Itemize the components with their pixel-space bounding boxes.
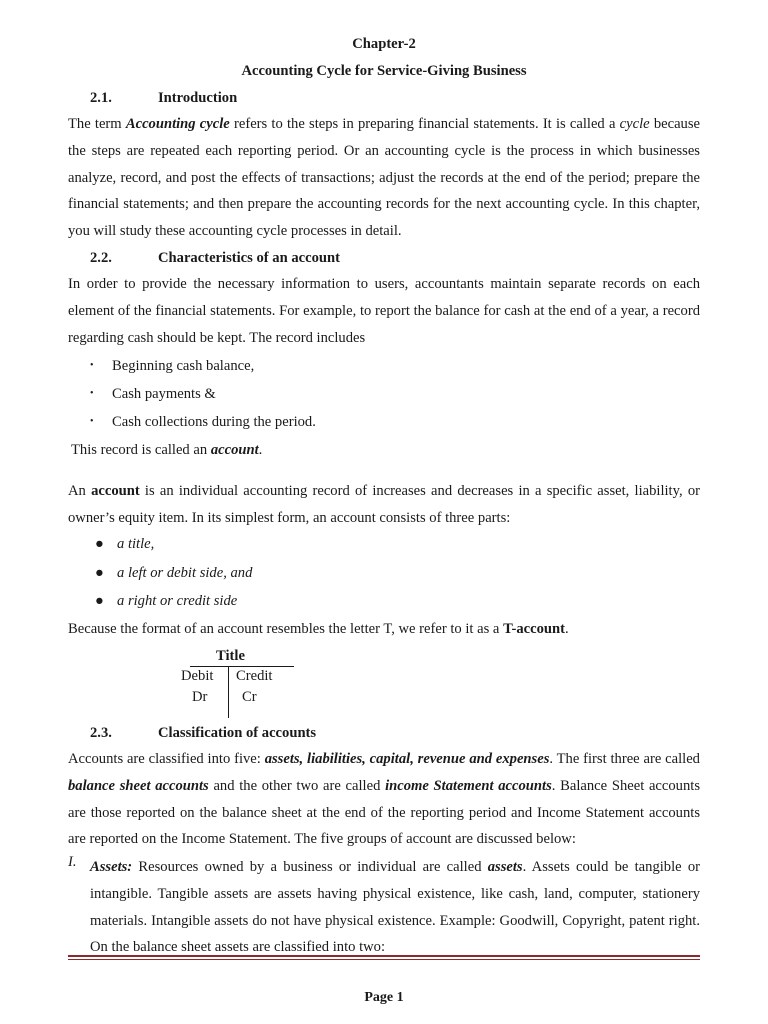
t-account-top-rule xyxy=(190,666,294,667)
t-account-dr: Dr xyxy=(192,689,208,705)
chapter-label: Chapter-2 xyxy=(352,36,416,52)
list-item: • Cash payments & xyxy=(90,386,216,402)
assets-paragraph: Assets: Resources owned by a business or individual are called assets. Assets could be tangible or intangible. Tangible assets are assets having physical existence, like cash, land, computer, stationery materials. Intangible assets do not have physical existence. Example: Goodwill, Copyright, patent right. On the balance sheet assets are classified into two: xyxy=(90,859,700,956)
section-number: 2.3. xyxy=(90,725,112,741)
page-number: Page 1 xyxy=(364,990,404,1005)
t-account-diagram xyxy=(180,648,300,720)
t-account-center-rule xyxy=(228,666,229,718)
section-number: 2.1. xyxy=(90,90,112,106)
t-account-debit: Debit xyxy=(181,668,214,684)
list-item: ● a left or debit side, and xyxy=(95,565,253,581)
t-account-title: Title xyxy=(216,648,245,664)
account-paragraph: An account is an individual accounting record of increases and decreases in a specific asset, liability, or owner’s equity item. In its simplest form, an account consists of three parts: xyxy=(68,483,700,526)
section-heading: Characteristics of an account xyxy=(158,250,340,266)
footer-rule-thin xyxy=(68,959,700,960)
t-account-sentence: Because the format of an account resembles the letter T, we refer to it as a T-account. xyxy=(68,621,569,637)
term-accounting-cycle: Accounting cycle xyxy=(125,116,230,132)
intro-paragraph: The term Accounting cycle refers to the steps in preparing financial statements. It is called a cycle because the steps are repeated each reporting period. Or an accounting cycle is the process in which businesses analyze, record, and post the effects of transactions; adjust the records at the end of the period; prepare the financial statements; and then prepare the accounting records for the next accounting cycle. In this chapter, you will study these accounting cycle processes in detail. xyxy=(68,116,701,240)
list-item: ● a title, xyxy=(95,536,155,552)
document-title: Accounting Cycle for Service-Giving Business xyxy=(241,63,527,79)
t-account-cr: Cr xyxy=(242,689,257,705)
section-number: 2.2. xyxy=(90,250,112,266)
section-heading: Introduction xyxy=(158,90,238,106)
list-item: • Beginning cash balance, xyxy=(90,358,255,374)
t-account-credit: Credit xyxy=(236,668,273,684)
section-heading: Classification of accounts xyxy=(158,725,317,741)
classification-paragraph: Accounts are classified into five: assets, liabilities, capital, revenue and expenses. The first three are called balance sheet accounts and the other two are called income Statement accounts. Balance Sheet accounts are those reported on the balance sheet at the end of the reporting period and Income Statement accounts are reported on the Income Statement. The five groups of account are discussed below: xyxy=(68,751,701,848)
account-definition-line: This record is called an account. xyxy=(71,442,263,458)
list-item: ● a right or credit side xyxy=(95,593,238,609)
footer-rule xyxy=(68,955,700,957)
list-number: I. xyxy=(68,854,77,870)
list-item: • Cash collections during the period. xyxy=(90,414,316,430)
term-cycle: cycle xyxy=(619,116,650,132)
characteristics-paragraph: In order to provide the necessary information to users, accountants maintain separate records on each element of the financial statements. For example, to report the balance for cash at the end of a year, a record regarding cash should be kept. The record includes xyxy=(68,276,700,346)
